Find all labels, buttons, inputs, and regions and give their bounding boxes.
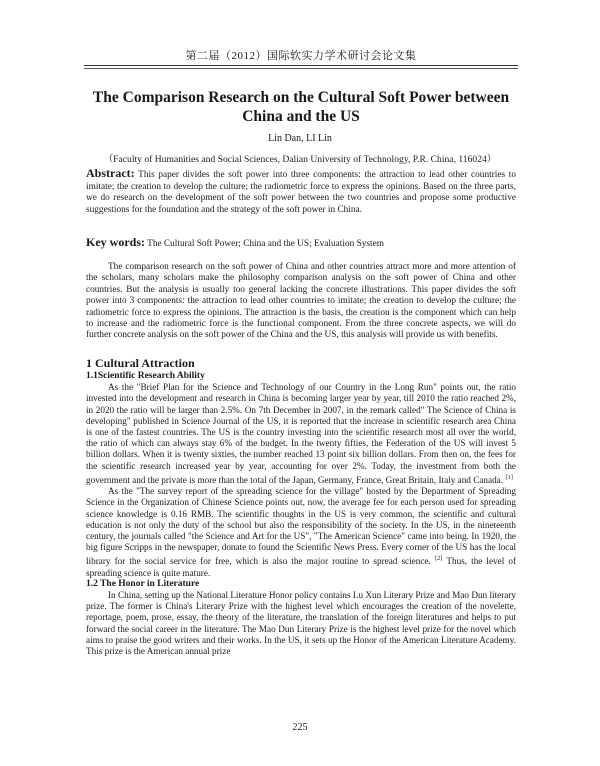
affiliation: （Faculty of Humanities and Social Sciences, Dalian University of Technology, P.R. China, 116024）: [103, 154, 497, 165]
body-paragraph: [86, 486, 516, 579]
paragraph-text: As the "Brief Plan for the Science and Technology of our Country in the Long Run" points out, the ratio invested into the development and research in China is becoming larger year by year, till 2010 the ratio reached 2%, in 2020 the ratio will be larger than 2.5%. On 7th December in 2007, in the remark called" The Science of China is developing" published in Science Journal of the US, it is reported that the increase in scientific research area China is one of the fastest countries. The US is the country investing into the scientific research most all over the world, the ratio of which can always stay 6% of the budget. In the twenty fifties, the Federation of the US will invest 5 billion dollars. When it is twenty sixties, the number reached 13 point six billion dollars. From then on, the fees for the scientific research increased year by year, accounting for over 2%. Today, the investment from both the government and the private is more than the total of the Japan, Germany, France, Great Britain, Italy and Canada.: [86, 382, 516, 485]
header-rule-thin: [84, 68, 518, 69]
header-rule: [84, 65, 518, 66]
running-header: 第二届（2012）国际软实力学术研讨会论文集: [185, 50, 417, 62]
section-heading-cultural-attraction: 1 Cultural Attraction: [86, 356, 195, 370]
paragraph-text: Thus, the level of spreading science is quite mature.: [86, 556, 517, 578]
citation-ref: [1]: [505, 473, 513, 481]
intro-paragraph: The comparison research on the soft power of China and other countries attract more and more attention of the scholars, many scholars make the philosophy comparison analysis on the soft power of China and other countries. But the analysis is usually too general lacking the concrete illustrations. This paper divides the soft power into 3 components: the attraction to lead other countries to imitate; the creation to develop the culture; the radiometric force to express the opinions. The attraction is the basis, the creation is the component which can help to increase and the radiometric force is the functional component. From the three concrete aspects, we will do further concrete analysis on the soft power of the China and the US, this analysis will provide us with benefits.: [86, 262, 516, 341]
abstract-text: This paper divides the soft power into three components: the attraction to lead other countries to imitate; the creation to develop the culture; the radiometric force to express the opinions. Based on the three parts, we do research on the development of the soft power between the two countries and propose some productive suggestions for the foundation and the strategy of the soft power in China.: [86, 170, 517, 215]
paragraph-text: As the "The survey report of the spreading science for the village" hosted by the Department of Spreading Science in the Organization of Chinese Science points out, now, the average fee for each person used for spreading science knowledge is 0.16 RMB. The scientific thoughts in the US is very common, the scientific and cultural education is not only the duty of the school but also the responsibility of the society. In the US, in the nineteenth century, the journals called "the Science and Art for the US", "The American Science" came into being. In 1920, the big figure Scripps in the newspaper, donate to found the Scientific News Press. Every corner of the US has the local library for the social service for free, which is also the major routine to spread science.: [86, 486, 516, 567]
keywords-text: The Cultural Soft Power; China and the US; Evaluation System: [147, 239, 384, 249]
body-paragraph: [86, 382, 516, 486]
section-body: [86, 371, 516, 657]
abstract-label: Abstract:: [86, 166, 135, 180]
subsection-heading-scientific-research: 1.1Scientific Research Ability: [86, 371, 205, 381]
keywords: [86, 235, 516, 250]
paper-title: The Comparison Research on the Cultural Soft Power between China and the US: [92, 89, 510, 125]
subsection-heading-honor-literature: 1.2 The Honor in Literature: [86, 578, 200, 589]
page-number: 225: [292, 722, 308, 733]
body-paragraph: In China, setting up the National Literature Honor policy contains Lu Xun Literary Prize and Mao Dun literary prize. The former is China's Literary Prize with the highest level which encourages the creation of the novelette, reportage, poem, prose, essay, the theory of the literature, the translation of the foreign literatures and helps to put forward the social career in the literature. The Mao Dun Literary Prize is the highest level prize for the novel which aims to praise the good writers and their works. In the US, it sets up the Honor of the American Literature Academy. This prize is the American annual prize: [86, 589, 516, 656]
citation-ref: [2]: [434, 555, 443, 563]
abstract: [86, 168, 516, 216]
keywords-label: Key words:: [86, 235, 145, 249]
authors: Lin Dan, LI Lin: [268, 133, 332, 144]
